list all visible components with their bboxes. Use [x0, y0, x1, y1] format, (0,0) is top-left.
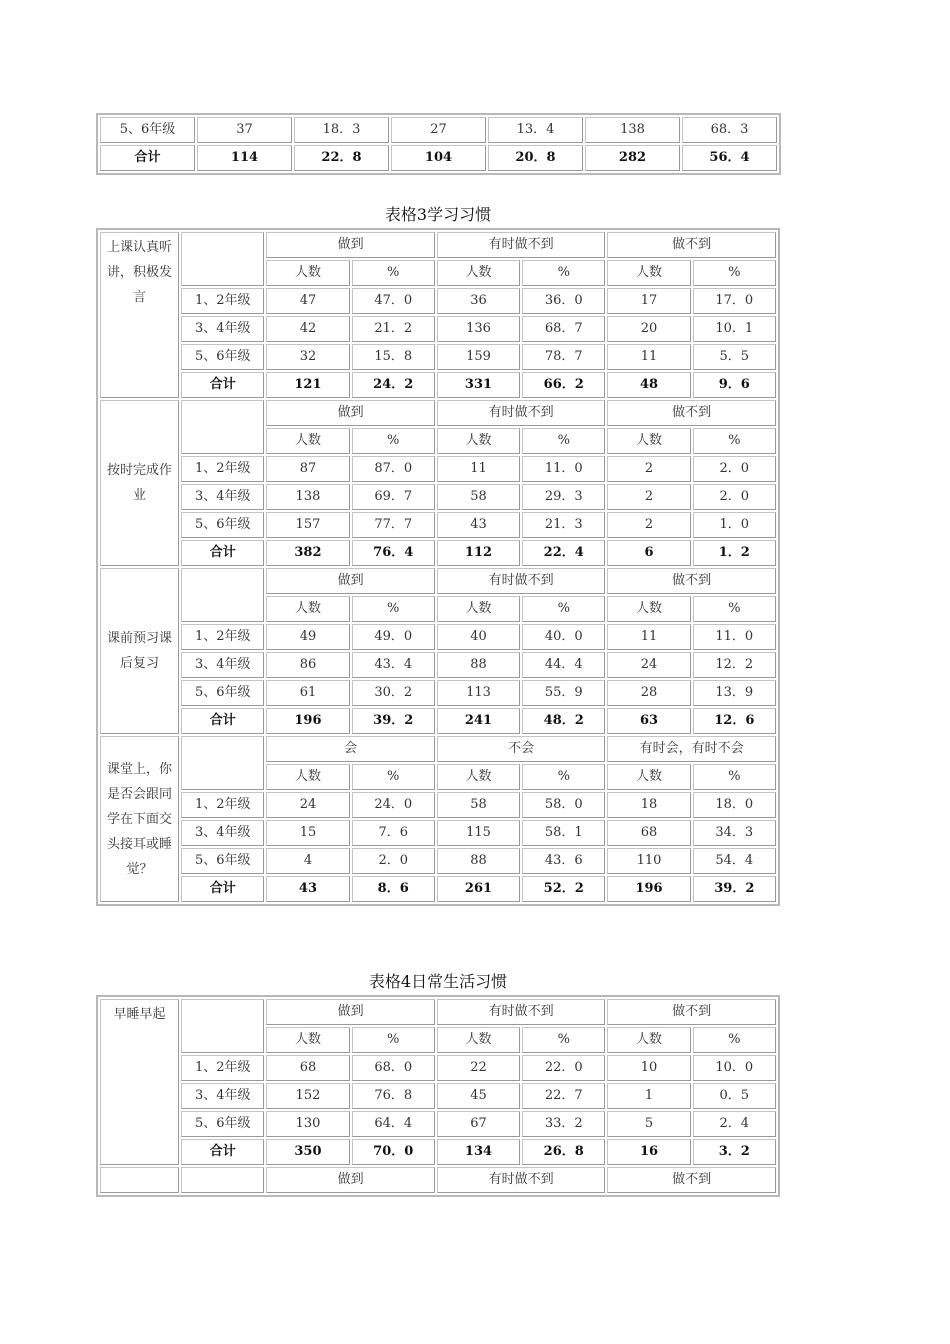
- table-cell: 113: [437, 680, 520, 706]
- table-cell: 24．2: [352, 372, 435, 398]
- option-header: 做到: [266, 568, 435, 594]
- table-cell: 78．7: [522, 344, 605, 370]
- total-row: [100, 372, 776, 398]
- table-cell: 8．6: [352, 876, 435, 902]
- table-cell: 152: [266, 1083, 349, 1109]
- table-3-body: [100, 232, 776, 902]
- percent-header: %: [693, 260, 776, 286]
- table-cell: 1: [607, 1083, 690, 1109]
- table-cell: 136: [437, 316, 520, 342]
- table-cell: 15．8: [352, 344, 435, 370]
- row-label: 3、4年级: [181, 652, 264, 678]
- table-cell: 11: [437, 456, 520, 482]
- option-header: 不会: [437, 736, 606, 762]
- percent-header: %: [352, 764, 435, 790]
- table-cell: 26．8: [522, 1139, 605, 1165]
- total-row: [100, 876, 776, 902]
- table-cell: 382: [266, 540, 349, 566]
- category-cell: 按时完成作业: [100, 400, 179, 566]
- option-header-row: [100, 400, 776, 426]
- option-header: 做到: [266, 232, 435, 258]
- table-cell: 110: [607, 848, 690, 874]
- table-cell: 22．8: [294, 145, 389, 171]
- grade-row: [100, 624, 776, 650]
- total-row: [100, 145, 777, 171]
- percent-header: %: [352, 596, 435, 622]
- count-header: 人数: [266, 1027, 349, 1053]
- table-cell: 10．0: [693, 1055, 776, 1081]
- count-header: 人数: [437, 428, 520, 454]
- table-cell: 138: [266, 484, 349, 510]
- option-header: 做不到: [607, 232, 776, 258]
- table-cell: 87．0: [352, 456, 435, 482]
- row-label: 1、2年级: [181, 792, 264, 818]
- option-header: 做不到: [607, 999, 776, 1025]
- blank-header-cell: [181, 1167, 264, 1193]
- table-cell: 39．2: [693, 876, 776, 902]
- table-cell: 6: [607, 540, 690, 566]
- grade-row: [100, 484, 776, 510]
- option-header-row: [100, 232, 776, 258]
- row-label: 合计: [181, 540, 264, 566]
- table-cell: 48: [607, 372, 690, 398]
- table-cell: 68．0: [352, 1055, 435, 1081]
- table-cell: 12．2: [693, 652, 776, 678]
- table-cell: 88: [437, 652, 520, 678]
- count-header: 人数: [607, 428, 690, 454]
- table-cell: 49．0: [352, 624, 435, 650]
- table-cell: 9．6: [693, 372, 776, 398]
- table-cell: 61: [266, 680, 349, 706]
- option-header: 做到: [266, 400, 435, 426]
- row-label: 合计: [181, 1139, 264, 1165]
- table-cell: 11．0: [693, 624, 776, 650]
- table-cell: 0．5: [693, 1083, 776, 1109]
- grade-row: [100, 456, 776, 482]
- row-label: 3、4年级: [181, 316, 264, 342]
- option-header: 有时会，有时不会: [607, 736, 776, 762]
- table-cell: 18．3: [294, 117, 389, 143]
- category-cell: 课堂上，你是否会跟同学在下面交头接耳或睡觉？: [100, 736, 179, 902]
- table-cell: 196: [266, 708, 349, 734]
- table-cell: 2．0: [352, 848, 435, 874]
- row-label: 3、4年级: [181, 820, 264, 846]
- table-cell: 64．4: [352, 1111, 435, 1137]
- row-label: 3、4年级: [181, 1083, 264, 1109]
- table-3-caption: 表格3学习习惯: [384, 205, 492, 224]
- table-cell: 11: [607, 344, 690, 370]
- table-cell: 4: [266, 848, 349, 874]
- table-cell: 2．0: [693, 484, 776, 510]
- table-2-body: [100, 117, 777, 171]
- table-cell: 261: [437, 876, 520, 902]
- table-cell: 24: [607, 652, 690, 678]
- grade-row: [100, 1083, 776, 1109]
- grade-row: [100, 652, 776, 678]
- table-cell: 32: [266, 344, 349, 370]
- table-cell: 40．0: [522, 624, 605, 650]
- grade-row: [100, 792, 776, 818]
- option-header: 做不到: [607, 1167, 776, 1193]
- row-label: 5、6年级: [181, 344, 264, 370]
- table-cell: 2: [607, 512, 690, 538]
- row-label: 合计: [181, 708, 264, 734]
- table-cell: 33．2: [522, 1111, 605, 1137]
- table-cell: 70．0: [352, 1139, 435, 1165]
- table-cell: 68: [266, 1055, 349, 1081]
- table-cell: 34．3: [693, 820, 776, 846]
- table-cell: 49: [266, 624, 349, 650]
- table-cell: 22．4: [522, 540, 605, 566]
- table-cell: 241: [437, 708, 520, 734]
- total-row: [100, 708, 776, 734]
- option-header: 做不到: [607, 400, 776, 426]
- table-cell: 40: [437, 624, 520, 650]
- table-cell: 43．4: [352, 652, 435, 678]
- table-cell: 22: [437, 1055, 520, 1081]
- table-cell: 7．6: [352, 820, 435, 846]
- table-cell: 43: [266, 876, 349, 902]
- option-header-row: [100, 1167, 776, 1193]
- table-cell: 36: [437, 288, 520, 314]
- grade-row: [100, 820, 776, 846]
- row-label: 5、6年级: [181, 1111, 264, 1137]
- table-cell: 68．7: [522, 316, 605, 342]
- count-header: 人数: [607, 260, 690, 286]
- percent-header: %: [352, 428, 435, 454]
- table-cell: 68．3: [682, 117, 777, 143]
- grade-row: [100, 117, 777, 143]
- table-cell: 282: [585, 145, 680, 171]
- row-label: 1、2年级: [181, 1055, 264, 1081]
- table-cell: 12．6: [693, 708, 776, 734]
- table-cell: 196: [607, 876, 690, 902]
- table-cell: 13．9: [693, 680, 776, 706]
- table-cell: 5: [607, 1111, 690, 1137]
- option-header: 有时做不到: [437, 999, 606, 1025]
- table-cell: 16: [607, 1139, 690, 1165]
- table-cell: 37: [197, 117, 292, 143]
- table-cell: 43: [437, 512, 520, 538]
- table-cell: 29．3: [522, 484, 605, 510]
- table-cell: 138: [585, 117, 680, 143]
- table-cell: 58: [437, 484, 520, 510]
- table-cell: 55．9: [522, 680, 605, 706]
- percent-header: %: [693, 1027, 776, 1053]
- grade-row: [100, 848, 776, 874]
- table-cell: 13．4: [488, 117, 583, 143]
- table-cell: 42: [266, 316, 349, 342]
- table-cell: 1．0: [693, 512, 776, 538]
- table-cell: 58: [437, 792, 520, 818]
- table-cell: 52．2: [522, 876, 605, 902]
- table-cell: 86: [266, 652, 349, 678]
- table-cell: 76．4: [352, 540, 435, 566]
- row-label: 5、6年级: [100, 117, 195, 143]
- table-cell: 66．2: [522, 372, 605, 398]
- table-cell: 24: [266, 792, 349, 818]
- table-cell: 18: [607, 792, 690, 818]
- blank-header-cell: [181, 736, 264, 790]
- table-cell: 77．7: [352, 512, 435, 538]
- table-cell: 1．2: [693, 540, 776, 566]
- percent-header: %: [352, 260, 435, 286]
- table-cell: 69．7: [352, 484, 435, 510]
- count-header: 人数: [437, 260, 520, 286]
- percent-header: %: [522, 764, 605, 790]
- grade-row: [100, 1111, 776, 1137]
- table-cell: 114: [197, 145, 292, 171]
- row-label: 1、2年级: [181, 456, 264, 482]
- option-header-row: [100, 736, 776, 762]
- table-cell: 18．0: [693, 792, 776, 818]
- row-label: 3、4年级: [181, 484, 264, 510]
- table-cell: 45: [437, 1083, 520, 1109]
- blank-header-cell: [181, 232, 264, 286]
- table-4-body: [100, 999, 776, 1193]
- table-cell: 121: [266, 372, 349, 398]
- count-header: 人数: [266, 428, 349, 454]
- table-cell: 48．2: [522, 708, 605, 734]
- table-cell: 130: [266, 1111, 349, 1137]
- percent-header: %: [352, 1027, 435, 1053]
- grade-row: [100, 316, 776, 342]
- table-2-tail: [96, 113, 781, 175]
- grade-row: [100, 512, 776, 538]
- total-row: [100, 540, 776, 566]
- category-cell: [100, 1167, 179, 1193]
- option-header: 会: [266, 736, 435, 762]
- count-header: 人数: [607, 596, 690, 622]
- table-cell: 20: [607, 316, 690, 342]
- table-cell: 2: [607, 456, 690, 482]
- table-cell: 76．8: [352, 1083, 435, 1109]
- blank-header-cell: [181, 400, 264, 454]
- table-4-daily-habits: [96, 995, 780, 1197]
- table-cell: 331: [437, 372, 520, 398]
- table-4-caption: 表格4日常生活习惯: [368, 972, 508, 991]
- table-cell: 21．3: [522, 512, 605, 538]
- table-cell: 24．0: [352, 792, 435, 818]
- table-cell: 27: [391, 117, 486, 143]
- count-header: 人数: [266, 764, 349, 790]
- table-cell: 157: [266, 512, 349, 538]
- table-cell: 88: [437, 848, 520, 874]
- table-cell: 47: [266, 288, 349, 314]
- percent-header: %: [522, 1027, 605, 1053]
- table-cell: 3．2: [693, 1139, 776, 1165]
- count-header: 人数: [437, 1027, 520, 1053]
- category-cell: 早睡早起: [100, 999, 179, 1165]
- table-cell: 30．2: [352, 680, 435, 706]
- table-cell: 17: [607, 288, 690, 314]
- table-cell: 28: [607, 680, 690, 706]
- table-cell: 2．4: [693, 1111, 776, 1137]
- option-header: 做到: [266, 999, 435, 1025]
- count-header: 人数: [437, 764, 520, 790]
- row-label: 5、6年级: [181, 512, 264, 538]
- row-label: 合计: [181, 372, 264, 398]
- table-cell: 58．1: [522, 820, 605, 846]
- table-cell: 115: [437, 820, 520, 846]
- table-cell: 39．2: [352, 708, 435, 734]
- percent-header: %: [522, 260, 605, 286]
- count-header: 人数: [607, 1027, 690, 1053]
- table-cell: 67: [437, 1111, 520, 1137]
- table-cell: 21．2: [352, 316, 435, 342]
- row-label: 1、2年级: [181, 624, 264, 650]
- table-cell: 58．0: [522, 792, 605, 818]
- grade-row: [100, 344, 776, 370]
- table-cell: 22．7: [522, 1083, 605, 1109]
- table-cell: 47．0: [352, 288, 435, 314]
- table-cell: 10．1: [693, 316, 776, 342]
- count-header: 人数: [266, 260, 349, 286]
- row-label: 5、6年级: [181, 680, 264, 706]
- percent-header: %: [693, 596, 776, 622]
- table-cell: 22．0: [522, 1055, 605, 1081]
- table-cell: 350: [266, 1139, 349, 1165]
- category-cell: 课前预习课后复习: [100, 568, 179, 734]
- option-header: 有时做不到: [437, 568, 606, 594]
- table-cell: 134: [437, 1139, 520, 1165]
- blank-header-cell: [181, 999, 264, 1053]
- table-cell: 87: [266, 456, 349, 482]
- table-cell: 11．0: [522, 456, 605, 482]
- row-label: 1、2年级: [181, 288, 264, 314]
- table-cell: 11: [607, 624, 690, 650]
- table-cell: 10: [607, 1055, 690, 1081]
- count-header: 人数: [437, 596, 520, 622]
- table-cell: 5．5: [693, 344, 776, 370]
- percent-header: %: [693, 764, 776, 790]
- table-cell: 17．0: [693, 288, 776, 314]
- count-header: 人数: [266, 596, 349, 622]
- option-header: 做到: [266, 1167, 435, 1193]
- table-cell: 63: [607, 708, 690, 734]
- blank-header-cell: [181, 568, 264, 622]
- row-label: 5、6年级: [181, 848, 264, 874]
- percent-header: %: [693, 428, 776, 454]
- table-cell: 104: [391, 145, 486, 171]
- option-header: 有时做不到: [437, 1167, 606, 1193]
- table-cell: 2: [607, 484, 690, 510]
- grade-row: [100, 1055, 776, 1081]
- table-cell: 15: [266, 820, 349, 846]
- table-cell: 36．0: [522, 288, 605, 314]
- percent-header: %: [522, 428, 605, 454]
- table-cell: 112: [437, 540, 520, 566]
- option-header-row: [100, 568, 776, 594]
- total-row: [100, 1139, 776, 1165]
- table-cell: 56．4: [682, 145, 777, 171]
- count-header: 人数: [607, 764, 690, 790]
- option-header: 有时做不到: [437, 400, 606, 426]
- table-cell: 44．4: [522, 652, 605, 678]
- table-cell: 43．6: [522, 848, 605, 874]
- table-cell: 68: [607, 820, 690, 846]
- percent-header: %: [522, 596, 605, 622]
- table-cell: 2．0: [693, 456, 776, 482]
- option-header-row: [100, 999, 776, 1025]
- grade-row: [100, 288, 776, 314]
- table-cell: 159: [437, 344, 520, 370]
- row-label: 合计: [100, 145, 195, 171]
- option-header: 有时做不到: [437, 232, 606, 258]
- category-cell: 上课认真听讲，积极发言: [100, 232, 179, 398]
- table-3-study-habits: [96, 228, 780, 906]
- table-cell: 54．4: [693, 848, 776, 874]
- row-label: 合计: [181, 876, 264, 902]
- table-cell: 20．8: [488, 145, 583, 171]
- grade-row: [100, 680, 776, 706]
- option-header: 做不到: [607, 568, 776, 594]
